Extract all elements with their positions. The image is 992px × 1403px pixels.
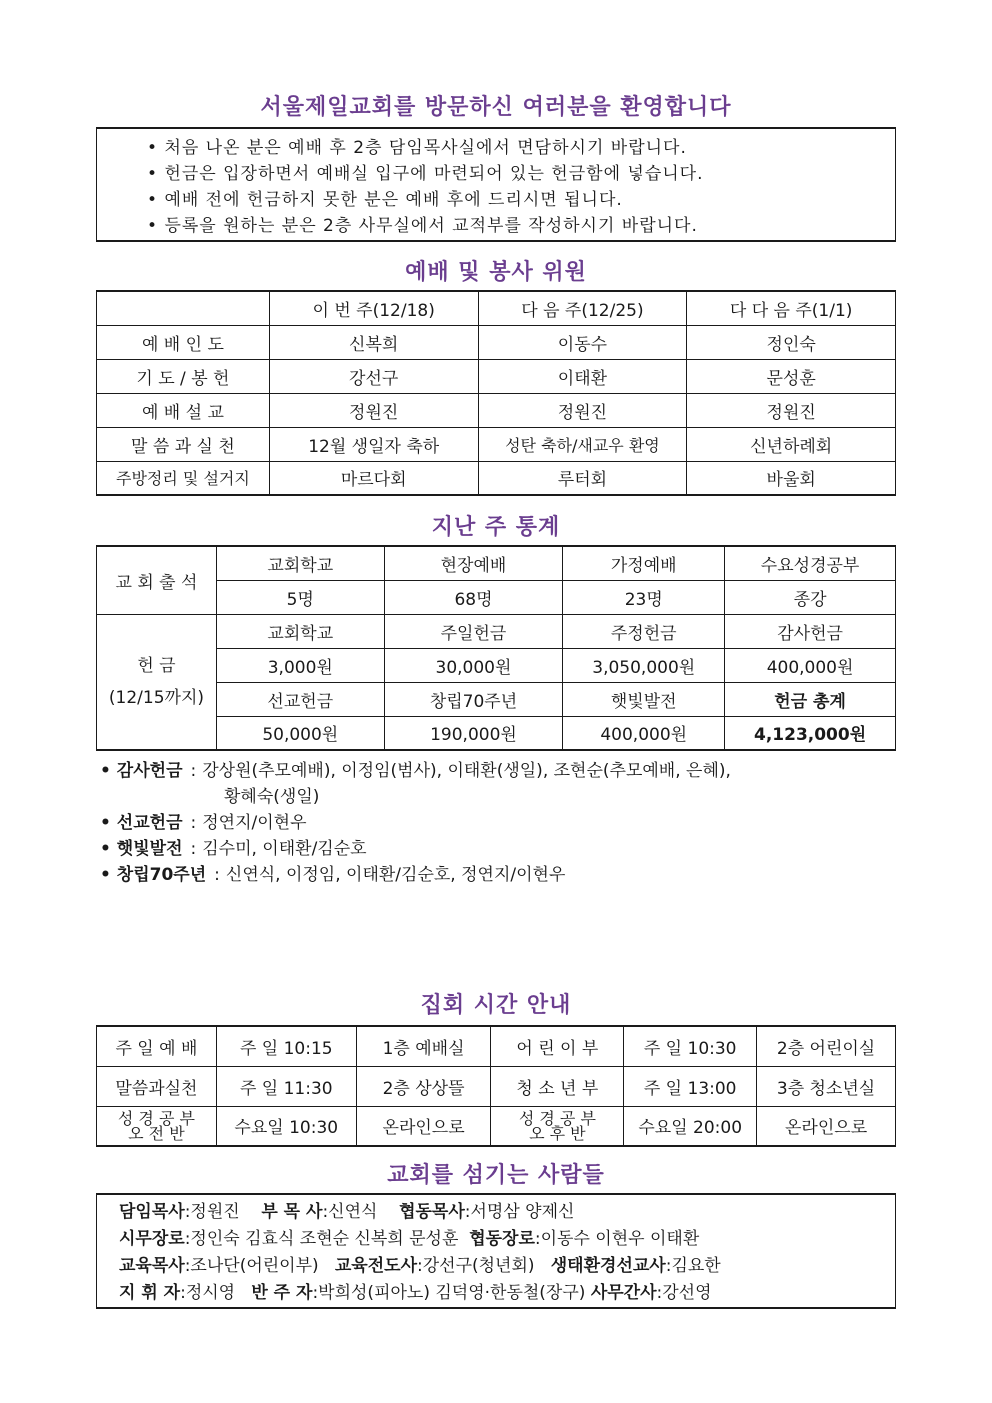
duty-cell: 정원진 xyxy=(478,393,687,427)
note-key: • 선교헌금 xyxy=(100,810,183,836)
meeting-cell xyxy=(97,1106,217,1146)
duty-title: 예배 및 봉사 위원 xyxy=(405,260,587,285)
meeting-cell-line: 오 전 반 xyxy=(128,1123,185,1143)
meeting-cell: 2층 상상뜰 xyxy=(356,1066,491,1106)
stats-header-cell: 선교헌금 xyxy=(216,682,384,716)
meeting-row xyxy=(97,1106,896,1146)
duty-table xyxy=(96,290,896,496)
staff-role: 담임목사 xyxy=(119,1202,185,1222)
staff-role: 교육목사 xyxy=(119,1256,185,1276)
meeting-cell: 주 일 10:15 xyxy=(216,1026,356,1066)
duty-header-cell: 다 음 주(12/25) xyxy=(478,291,687,325)
offering-period: (12/15까지) xyxy=(108,687,205,708)
welcome-item: • 처음 나온 분은 예배 후 2층 담임목사실에서 면담하시기 바랍니다. xyxy=(147,135,895,161)
stats-value-cell: 50,000원 xyxy=(216,716,384,750)
meeting-cell-line: 성 경 공 부 xyxy=(518,1108,596,1128)
note-sep: : xyxy=(190,761,197,781)
note-value: 김수미, 이태환/김순호 xyxy=(202,839,367,859)
note-row xyxy=(100,836,890,862)
staff-box xyxy=(96,1193,896,1309)
meetings-title: 집회 시간 안내 xyxy=(420,993,572,1018)
staff-names: :강선구(청년회) xyxy=(417,1256,535,1276)
staff-role: 반 주 자 xyxy=(251,1283,313,1303)
stats-value-cell: 5명 xyxy=(216,580,384,614)
stats-row xyxy=(97,580,896,614)
stats-value-cell: 400,000원 xyxy=(563,716,725,750)
staff-role: 교육전도사 xyxy=(334,1256,417,1276)
welcome-item: • 헌금은 입장하면서 예배실 입구에 마련되어 있는 헌금함에 넣습니다. xyxy=(147,161,895,187)
stats-header-cell: 감사헌금 xyxy=(725,614,896,648)
duty-label: 주방정리 및 설거지 xyxy=(97,461,270,495)
note-value: 황혜숙(생일) xyxy=(224,787,320,807)
duty-cell: 신년하례회 xyxy=(687,427,896,461)
meeting-cell: 청 소 년 부 xyxy=(491,1066,624,1106)
meeting-cell: 3층 청소년실 xyxy=(757,1066,896,1106)
duty-row xyxy=(97,461,896,495)
stats-value-cell: 3,050,000원 xyxy=(563,648,725,682)
staff-role: 부 목 사 xyxy=(261,1202,323,1222)
staff-role: 생태환경선교사 xyxy=(550,1256,666,1276)
stats-header-cell: 주일헌금 xyxy=(384,614,563,648)
duty-row xyxy=(97,393,896,427)
meeting-cell: 주 일 10:30 xyxy=(624,1026,757,1066)
welcome-box xyxy=(96,127,896,242)
stats-header-cell: 햇빛발전 xyxy=(563,682,725,716)
staff-names: :강선영 xyxy=(656,1283,712,1303)
offering-total-label: 헌금 총계 xyxy=(725,682,896,716)
staff-title: 교회를 섬기는 사람들 xyxy=(387,1163,605,1188)
staff-line xyxy=(119,1226,895,1253)
note-sep: : xyxy=(190,839,197,859)
stats-header-cell: 가정예배 xyxy=(563,546,725,580)
stats-value-cell: 23명 xyxy=(563,580,725,614)
staff-role: 사무간사 xyxy=(590,1283,657,1303)
staff-line xyxy=(119,1199,895,1226)
duty-header-cell xyxy=(97,291,270,325)
staff-names: :정원진 xyxy=(184,1202,240,1222)
meetings-table xyxy=(96,1025,896,1147)
staff-names: :박희성(피아노) 김덕영·한동철(장구) xyxy=(312,1283,586,1303)
duty-cell: 신복희 xyxy=(269,325,478,359)
attendance-label: 교 회 출 석 xyxy=(97,546,217,614)
duty-cell: 정원진 xyxy=(687,393,896,427)
meeting-cell: 온라인으로 xyxy=(757,1106,896,1146)
meeting-cell-line: 성 경 공 부 xyxy=(117,1108,195,1128)
duty-header-cell: 다 다 음 주(1/1) xyxy=(687,291,896,325)
note-value: 신연식, 이정임, 이태환/김순호, 정연지/이현우 xyxy=(225,865,566,885)
duty-cell: 이태환 xyxy=(478,359,687,393)
meeting-row xyxy=(97,1066,896,1106)
duty-header-cell: 이 번 주(12/18) xyxy=(269,291,478,325)
welcome-title: 서울제일교회를 방문하신 여러분을 환영합니다 xyxy=(260,95,732,120)
meeting-cell: 어 린 이 부 xyxy=(491,1026,624,1066)
stats-value-cell: 3,000원 xyxy=(216,648,384,682)
duty-cell: 정원진 xyxy=(269,393,478,427)
stats-header-cell: 교회학교 xyxy=(216,546,384,580)
meeting-cell: 2층 어린이실 xyxy=(757,1026,896,1066)
welcome-list xyxy=(97,129,895,243)
note-key: • 창립70주년 xyxy=(100,862,206,888)
note-row xyxy=(100,862,890,888)
note-sep: : xyxy=(214,865,220,885)
duty-cell: 이동수 xyxy=(478,325,687,359)
stats-header-cell: 수요성경공부 xyxy=(725,546,896,580)
duty-row xyxy=(97,325,896,359)
duty-row xyxy=(97,359,896,393)
meeting-cell: 1층 예배실 xyxy=(356,1026,491,1066)
meeting-cell: 주 일 11:30 xyxy=(216,1066,356,1106)
stats-header-cell: 주정헌금 xyxy=(563,614,725,648)
staff-role: 협동목사 xyxy=(399,1202,465,1222)
note-key: • 햇빛발전 xyxy=(100,836,183,862)
staff-names: :조나단(어린이부) xyxy=(184,1256,319,1276)
meeting-row xyxy=(97,1026,896,1066)
offering-label: 헌 금 xyxy=(137,655,176,676)
stats-header-cell: 현장예배 xyxy=(384,546,563,580)
staff-names: :김요한 xyxy=(665,1256,721,1276)
stats-value-cell: 종강 xyxy=(725,580,896,614)
duty-cell: 마르다회 xyxy=(269,461,478,495)
duty-row xyxy=(97,427,896,461)
note-value: 강상원(추모예배), 이정임(범사), 이태환(생일), 조현순(추모예배, 은혜), xyxy=(202,761,731,781)
stats-value-cell: 68명 xyxy=(384,580,563,614)
welcome-item: • 예배 전에 헌금하지 못한 분은 예배 후에 드리시면 됩니다. xyxy=(147,187,895,213)
stats-row xyxy=(97,648,896,682)
meeting-cell: 말씀과실천 xyxy=(97,1066,217,1106)
meeting-cell: 주 일 13:00 xyxy=(624,1066,757,1106)
welcome-item: • 등록을 원하는 분은 2층 사무실에서 교적부를 작성하시기 바랍니다. xyxy=(147,213,895,239)
meeting-cell-line: 오 후 반 xyxy=(529,1123,586,1143)
duty-cell: 강선구 xyxy=(269,359,478,393)
duty-cell: 정인숙 xyxy=(687,325,896,359)
duty-header-row xyxy=(97,291,896,325)
meeting-cell: 수요일 10:30 xyxy=(216,1106,356,1146)
meeting-cell: 주 일 예 배 xyxy=(97,1026,217,1066)
duty-cell: 문성훈 xyxy=(687,359,896,393)
stats-table xyxy=(96,545,896,751)
stats-value-cell: 30,000원 xyxy=(384,648,563,682)
offering-label-cell xyxy=(97,614,217,750)
duty-label: 예 배 인 도 xyxy=(97,325,270,359)
note-value: 정연지/이현우 xyxy=(202,813,307,833)
duty-cell: 바울회 xyxy=(687,461,896,495)
note-sep: : xyxy=(190,813,197,833)
duty-label: 말 씀 과 실 천 xyxy=(97,427,270,461)
staff-names: :정인숙 김효식 조현순 신복희 문성훈 xyxy=(184,1229,459,1249)
stats-title: 지난 주 통계 xyxy=(431,515,561,540)
staff-names: :신연식 xyxy=(322,1202,378,1222)
meeting-cell: 수요일 20:00 xyxy=(624,1106,757,1146)
duty-label: 기 도 / 봉 헌 xyxy=(97,359,270,393)
note-row-cont xyxy=(100,784,890,810)
duty-cell: 12월 생일자 축하 xyxy=(269,427,478,461)
note-row xyxy=(100,758,890,784)
duty-label: 예 배 설 교 xyxy=(97,393,270,427)
staff-line xyxy=(119,1253,895,1280)
staff-role: 지 휘 자 xyxy=(119,1283,181,1303)
offering-notes xyxy=(100,758,890,888)
stats-header-cell: 창립70주년 xyxy=(384,682,563,716)
meeting-cell xyxy=(491,1106,624,1146)
duty-cell: 성탄 축하/새교우 환영 xyxy=(478,427,687,461)
stats-row xyxy=(97,614,896,648)
stats-row xyxy=(97,546,896,580)
note-key: • 감사헌금 xyxy=(100,758,183,784)
note-row xyxy=(100,810,890,836)
staff-role: 시무장로 xyxy=(119,1229,185,1249)
staff-line xyxy=(119,1280,895,1307)
duty-cell: 루터회 xyxy=(478,461,687,495)
stats-row xyxy=(97,716,896,750)
offering-total-value: 4,123,000원 xyxy=(725,716,896,750)
staff-names: :이동수 이현우 이태환 xyxy=(534,1229,700,1249)
staff-role: 협동장로 xyxy=(469,1229,535,1249)
stats-row xyxy=(97,682,896,716)
stats-value-cell: 400,000원 xyxy=(725,648,896,682)
staff-names: :정시영 xyxy=(180,1283,236,1303)
meeting-cell: 온라인으로 xyxy=(356,1106,491,1146)
stats-value-cell: 190,000원 xyxy=(384,716,563,750)
stats-header-cell: 교회학교 xyxy=(216,614,384,648)
staff-names: :서명삼 양제신 xyxy=(464,1202,575,1222)
